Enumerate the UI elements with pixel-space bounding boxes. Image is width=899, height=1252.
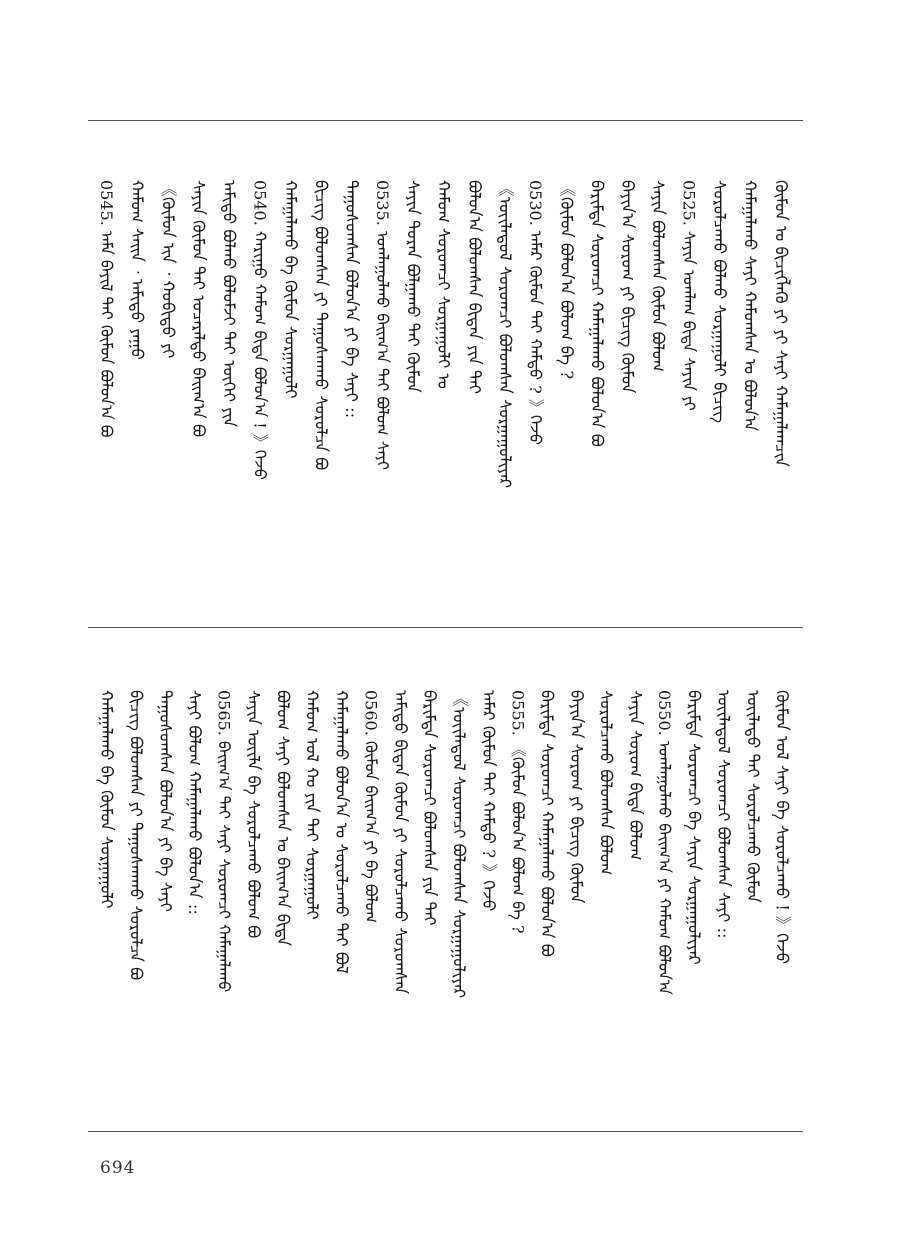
verse-line: ᠪᠠᠷᠢᠮᠲᠠ ᠰᠤᠷᠤᠭᠴᠢ ᠬᠠᠮᠠᠭᠠᠯᠠᠬᠤ ᠪᠣᠯᠤᠨ᠎ᠠ ᠪᠣ	[537, 690, 557, 957]
verse-line: 《ᠦᠢᠯᠡᠳᠦᠯ ᠰᠤᠷᠤᠭᠴᠢ ᠪᠤᠯᠤᠭᠰᠠᠨ ᠰᠤᠷᠭᠠᠭᠤᠯᠢᠶᠠᠷ	[495, 180, 515, 489]
verse-line: 0530. ᠠᠮᠠᠷ ᠬᠦᠮᠦᠨ ᠲᠠᠢ ᠬᠠᠮᠲᠤ ? 》ᠭᠡᠵᠦ	[526, 180, 546, 445]
verse-line: ᠳᠠᠭᠤᠰᠤᠭᠰᠠᠨ ᠪᠣᠯᠤᠨ᠎ᠠ ᠶᠢ ᠪᠠ ᠰᠠᠶᠢ ::	[342, 180, 362, 419]
verse-line: ᠠᠮᠠᠷ ᠬᠦᠮᠦᠨ ᠲᠠᠢ ᠬᠠᠮᠲᠤ ? 》ᠭᠡᠵᠦ	[478, 690, 498, 912]
verse-line: ᠪᠢᠴᠢᠭ ᠪᠤᠯᠤᠭᠰᠠᠨ ᠶᠢ ᠳᠠᠭᠤᠰᠬᠠᠬᠤ ᠰᠤᠷᠤᠯᠴᠠ ᠪᠣ	[126, 690, 146, 981]
verse-line: ᠬᠠᠮᠠᠭᠠᠯᠠᠬᠤ ᠪᠣᠯᠤᠨ᠎ᠠ ᠤ ᠰᠤᠷᠤᠯᠴᠠᠬᠤ ᠲᠠᠢ ᠪᠣᠯ	[332, 690, 351, 974]
verse-line: ᠪᠠᠶᠢᠨ᠎ᠠ ᠰᠤᠷᠤᠭ ᠶᠢ ᠪᠢᠴᠢᠭ ᠬᠦᠮᠦᠨ	[618, 180, 638, 394]
verse-line: ᠦᠢᠯᠡᠳᠦ ᠲᠠᠢ ᠰᠤᠷᠤᠯᠴᠠᠬᠤ ᠬᠦᠮᠦᠨ	[743, 690, 763, 903]
page-number: 694	[100, 1158, 136, 1178]
verse-line: 0560. ᠬᠦᠮᠦᠨ ᠪᠠᠢᠭ᠎ᠠ ᠶᠢ ᠪᠠ ᠪᠣᠯᠤᠭ	[361, 690, 381, 924]
verse-line: 0535. ᠤᠭᠯᠠᠭᠤᠯᠬᠤ ᠪᠠᠢᠭ᠎ᠠ ᠲᠠᠢ ᠪᠤᠯᠤᠭ ᠰᠠᠶᠢ	[372, 180, 392, 470]
verse-line: 0545. ᠠᠮᠠ ᠪᠠᠶᠢᠯ ᠲᠠᠢ ᠬᠦᠮᠦᠨ ᠪᠣᠯᠤᠨ᠎ᠠ ᠪᠣ	[97, 180, 116, 438]
middle-rule	[88, 627, 803, 628]
verse-line: 0550. ᠤᠭᠯᠠᠭᠤᠯᠬᠤ ᠪᠠᠢᠭ᠎ᠠ ᠶᠢ ᠬᠠᠮᠤᠭ ᠪᠣᠯᠤᠨ᠎ᠠ	[655, 690, 675, 995]
verse-line: ᠬᠠᠮᠤᠭ ᠰᠤᠷᠤᠭᠴᠢ ᠰᠤᠷᠭᠠᠭᠤᠯᠢ ᠤ	[434, 180, 454, 389]
verse-line: 《ᠦᠢᠯᠡᠳᠦᠯ ᠰᠤᠷᠤᠭᠴᠢ ᠪᠤᠯᠤᠭᠰᠠᠨ ᠰᠤᠷᠭᠠᠭᠤᠯᠢᠶᠠᠷ	[449, 690, 469, 999]
verse-line: ᠰᠠᠶᠢᠨ ᠪᠣᠯᠤᠭᠰᠠᠨ ᠬᠦᠮᠦᠨ ᠪᠣᠯᠤᠭ	[648, 180, 668, 372]
verse-line: ᠬᠦᠮᠦᠨ ᠤ ᠪᠢᠴᠢᠭᠯᠡᠬᠦ ᠶᠢ ᠶᠢ ᠰᠠᠶᠢ ᠬᠠᠮᠠᠭᠠᠯᠠᠭᠴᠢᠨ	[771, 180, 791, 467]
verse-line: ᠪᠠᠷᠢᠮᠲᠠ ᠰᠤᠷᠤᠭᠴᠢ ᠪᠣᠯᠤᠭᠰᠠᠨ ᠶᠢᠨ ᠲᠠᠢ	[420, 690, 440, 926]
verse-line: 0565. ᠪᠠᠢᠭ᠎ᠠ ᠲᠠᠢ ᠰᠠᠶᠢ ᠰᠤᠷᠤᠭᠴᠢ ᠬᠠᠮᠠᠭᠠᠯᠠᠬᠤ	[214, 690, 234, 993]
verse-line: ᠠᠮᠢᠳᠤ ᠪᠤᠯᠬᠤ ᠪᠣᠯᠣᠮᠵᠢ ᠲᠠᠢ ᠦᠭᠡᠢ ᠶᠢᠨ	[219, 180, 239, 428]
verse-line: ᠰᠠᠶᠢ ᠪᠣᠯᠤᠭ ᠬᠠᠮᠠᠭᠠᠯᠠᠬᠤ ᠪᠣᠯᠤᠨ᠎ᠠ ::	[185, 690, 205, 915]
verse-line: ᠬᠠᠮᠤᠭ ᠰᠠᠢᠨ ᠂ ᠠᠮᠢᠳᠤ ᠶᠠᠭᠤ	[127, 180, 147, 360]
verse-line: ᠪᠤᠯᠤᠭ ᠰᠠᠶᠢ ᠪᠣᠯᠤᠭᠰᠠᠨ ᠤ ᠪᠠᠢᠭ᠎ᠠ ᠪᠢᠳᠡ	[273, 690, 293, 947]
verse-line: 0555. 《ᠬᠦᠮᠦᠨ ᠪᠣᠯᠤᠨ᠎ᠠ ᠪᠤᠯᠤᠭ ᠪᠠ ?	[508, 690, 528, 934]
verse-line: ᠳᠠᠭᠤᠰᠤᠭᠰᠠᠨ ᠪᠣᠯᠤᠨ᠎ᠠ ᠶᠢ ᠪᠠ ᠰᠠᠶᠢ	[155, 690, 175, 912]
verse-line: 《ᠬᠦᠮᠦᠨ ᠢᠨ ᠂ ᠬᠤᠪᠢᠳᠤ ᠶᠢ	[158, 180, 178, 359]
verse-line: ᠰᠠᠶᠢᠨ ᠳᠤᠷᠠᠨ ᠪᠣᠯᠭᠠᠬᠤ ᠲᠠᠢ ᠬᠦᠮᠦᠨ	[403, 180, 423, 393]
verse-line: ᠬᠦᠮᠦᠨ ᠤᠯ ᠰᠠᠶᠢ ᠪᠠ ᠰᠤᠷᠤᠯᠴᠠᠬᠤ ! 》ᠭᠡᠵᠦ	[772, 690, 792, 965]
verse-line: ᠰᠠᠶᠢᠨ ᠦᠢᠯᠡ ᠪᠠ ᠰᠤᠷᠤᠯᠴᠠᠬᠤ ᠪᠤᠯᠤᠭ ᠪᠣ	[243, 690, 263, 939]
verse-line: ᠪᠣᠯᠤᠨ᠎ᠠ ᠪᠤᠯᠤᠭᠰᠠᠨ ᠪᠢᠳᠡᠨ ᠶᠢᠨ ᠲᠠᠢ	[464, 180, 484, 395]
verse-line: 《ᠬᠦᠮᠦᠨ ᠪᠣᠯᠤᠨ᠎ᠠ ᠪᠤᠯᠤᠭ ᠪᠠ ?	[556, 180, 576, 380]
verse-line: ᠬᠠᠮᠠᠭᠠᠯᠠᠬᠤ ᠪᠠ ᠬᠦᠮᠦᠨ ᠰᠤᠷᠭᠠᠭᠤᠯᠢ	[280, 180, 300, 399]
verse-line: ᠬᠠᠮᠠᠭᠠᠯᠠᠬᠤ ᠪᠠ ᠬᠦᠮᠦᠨ ᠰᠤᠷᠭᠠᠭᠤᠯᠢ	[97, 690, 116, 909]
verse-line: ᠪᠠᠷᠢᠮᠲᠠ ᠰᠤᠷᠤᠭᠴᠢ ᠬᠠᠮᠠᠭᠠᠯᠠᠬᠤ ᠪᠣᠯᠤᠨ᠎ᠠ ᠪᠣ	[587, 180, 607, 447]
verse-line: ᠦᠢᠯᠡᠳᠦᠯ ᠰᠤᠷᠤᠭᠴᠢ ᠪᠤᠯᠤᠭᠰᠠᠨ ᠰᠠᠶᠢ ::	[713, 690, 733, 939]
verse-line: ᠪᠠᠷᠢᠮᠲᠠ ᠰᠤᠷᠤᠭᠴᠢ ᠪᠠ ᠰᠠᠶᠢᠨ ᠰᠤᠷᠭᠠᠭᠤᠯᠢᠶᠠᠷ	[684, 690, 704, 965]
verse-line: 0540. ᠬᠠᠷᠢᠭᠤ ᠬᠠᠮᠤᠭ ᠪᠢᠳᠡ ᠪᠣᠯᠤᠨ᠎ᠠ ! 》ᠭᠡᠵᠦ	[250, 180, 270, 480]
verse-line: ᠰᠤᠷᠤᠯᠴᠠᠬᠤ ᠪᠤᠯᠬᠤ ᠰᠤᠷᠭᠠᠭᠤᠯᠢ ᠪᠢᠴᠢᠭ	[710, 180, 730, 424]
verse-line: ᠰᠠᠶᠢᠨ ᠰᠤᠷᠤᠭ ᠪᠢᠳᠡ ᠪᠣᠯᠤᠭ	[625, 690, 645, 861]
verse-line: 0525. ᠰᠠᠶᠢᠨ ᠤᠭᠯᠠᠭ ᠪᠢᠳᠡ ᠰᠠᠶᠢᠨ ᠶᠢ	[679, 180, 699, 411]
verse-line: ᠪᠠᠶᠢᠨ᠎ᠠ ᠰᠤᠷᠤᠭ ᠶᠢ ᠪᠢᠴᠢᠭ ᠬᠦᠮᠦᠨ	[567, 690, 586, 904]
verse-line: ᠰᠤᠷᠤᠯᠴᠠᠬᠤ ᠪᠣᠯᠤᠭᠰᠠᠨ ᠪᠤᠯᠤᠭ	[596, 690, 616, 876]
verse-line: ᠬᠠᠮᠤᠭ ᠤᠯ ᠬᠤ ᠶᠢᠨ ᠲᠠᠢ ᠰᠤᠷᠭᠠᠭᠤᠯᠢ	[302, 690, 322, 920]
bottom-rule	[88, 1131, 803, 1132]
top-rule	[88, 120, 803, 121]
verse-line: ᠬᠠᠮᠠᠭᠠᠯᠠᠬᠤ ᠰᠠᠶᠢ ᠬᠠᠮᠤᠭᠰᠠᠨ ᠤ ᠪᠣᠯᠤᠨ᠎ᠠ	[740, 180, 760, 432]
verse-line: ᠪᠢᠴᠢᠭ ᠪᠤᠯᠤᠭᠰᠠᠨ ᠶᠢ ᠳᠠᠭᠤᠰᠬᠠᠬᠤ ᠰᠤᠷᠤᠯᠴᠠ ᠪᠣ	[311, 180, 331, 471]
verse-line: ᠰᠠᠶᠢᠨ ᠬᠦᠮᠦᠨ ᠲᠠᠢ ᠤᠴᠠᠷᠠᠯᠳᠤ ᠪᠠᠢᠭ᠎ᠠ ᠪᠣ	[188, 180, 208, 438]
verse-line: ᠠᠮᠢᠳᠤ ᠪᠢᠳᠡᠨ ᠬᠦᠮᠦᠨ ᠶᠢ ᠰᠤᠷᠤᠯᠴᠠᠬᠤ ᠰᠤᠷᠤᠭᠰᠠᠨ	[390, 690, 410, 995]
